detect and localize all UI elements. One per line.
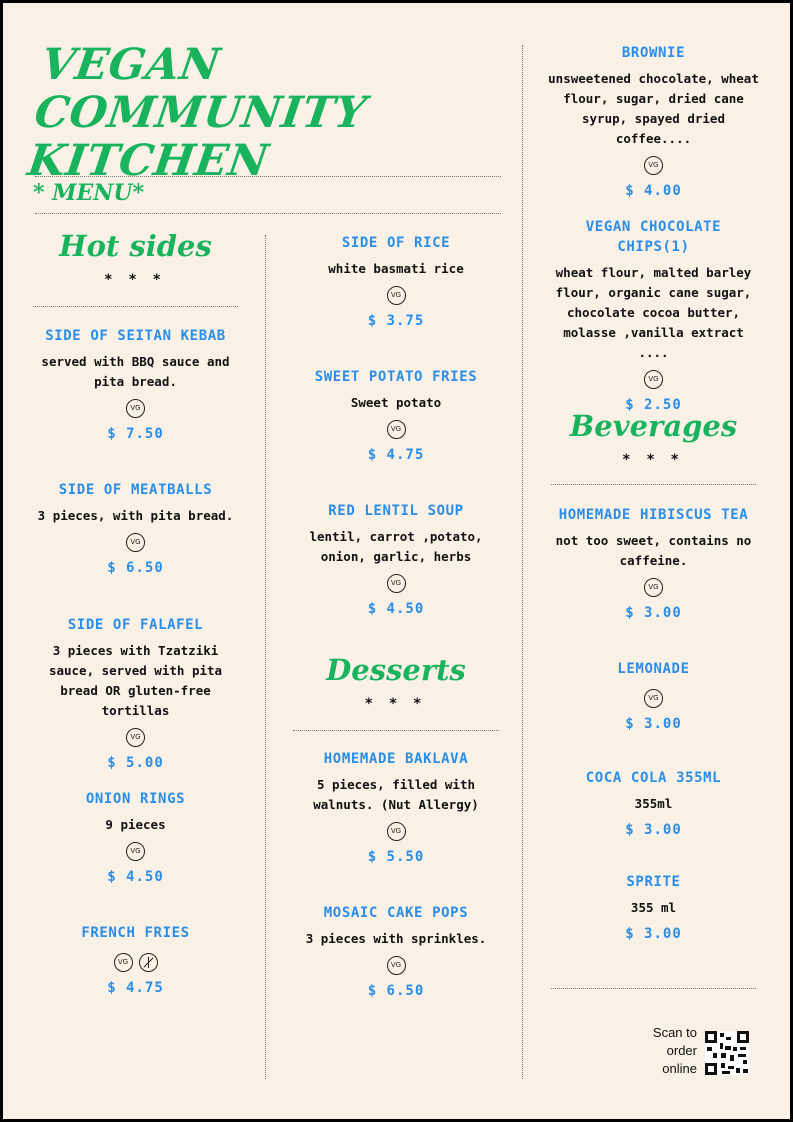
- item-name: SIDE OF RICE: [341, 235, 451, 251]
- item-name: ONION RINGS: [85, 791, 186, 807]
- menu-item: [551, 768, 756, 840]
- menu-item: [546, 43, 761, 201]
- item-price: $ 4.00: [625, 183, 682, 199]
- item-name: SWEET POTATO FRIES: [314, 369, 478, 385]
- item-description: 355 ml: [630, 900, 677, 915]
- section-heading: Desserts: [326, 653, 466, 687]
- item-price: $ 3.00: [625, 926, 682, 942]
- divider: [33, 306, 238, 307]
- section-stars: * * *: [365, 696, 427, 712]
- column-divider: [522, 45, 523, 1079]
- qr-code-icon[interactable]: [705, 1031, 749, 1075]
- item-description: 5 pieces, filled with walnuts. (Nut Allergy): [313, 777, 479, 812]
- vegan-icon: VG: [387, 420, 406, 439]
- item-description: served with BBQ sauce and pita bread.: [41, 354, 230, 389]
- menu-item: [33, 923, 238, 998]
- divider: [35, 213, 501, 214]
- item-price: $ 4.75: [107, 980, 164, 996]
- divider: [293, 730, 499, 731]
- item-price: $ 7.50: [107, 426, 164, 442]
- vegan-icon: VG: [387, 574, 406, 593]
- menu-item: [293, 749, 499, 867]
- vegan-icon: VG: [644, 689, 663, 708]
- item-description: 9 pieces: [105, 817, 166, 832]
- vegan-icon: VG: [126, 728, 145, 747]
- item-price: $ 3.75: [367, 313, 425, 329]
- item-price: $ 5.00: [107, 755, 164, 771]
- menu-item: [551, 872, 756, 944]
- item-name: FRENCH FRIES: [81, 925, 190, 941]
- item-price: $ 6.50: [367, 983, 425, 999]
- menu-item: [551, 505, 756, 623]
- item-name: VEGAN CHOCOLATE CHIPS(1): [585, 219, 722, 255]
- menu-item: [551, 659, 756, 734]
- section-heading: Beverages: [569, 409, 738, 443]
- item-name: LEMONADE: [617, 661, 690, 677]
- item-name: SIDE OF SEITAN KEBAB: [45, 328, 226, 344]
- divider: [551, 988, 756, 989]
- menu-item: [33, 789, 238, 887]
- menu-item: [293, 233, 499, 331]
- item-name: MOSAIC CAKE POPS: [323, 905, 469, 921]
- item-price: $ 4.50: [107, 869, 164, 885]
- scan-to-order-text: Scan to order online: [652, 1025, 697, 1076]
- vegan-icon: VG: [387, 286, 406, 305]
- item-name: SIDE OF FALAFEL: [67, 617, 204, 633]
- divider: [35, 176, 501, 177]
- item-description: not too sweet, contains no caffeine.: [555, 533, 752, 568]
- vegan-icon: VG: [644, 370, 663, 389]
- menu-label: * MENU*: [33, 180, 145, 206]
- item-price: $ 3.00: [625, 605, 682, 621]
- item-description: Sweet potato: [350, 395, 442, 410]
- item-name: SPRITE: [626, 874, 681, 890]
- item-name: HOMEMADE BAKLAVA: [323, 751, 469, 767]
- item-price: $ 5.50: [367, 849, 425, 865]
- item-price: $ 6.50: [107, 560, 164, 576]
- vegan-icon: VG: [114, 953, 133, 972]
- menu-item: [293, 903, 499, 1001]
- menu-item: [33, 615, 238, 773]
- item-description: wheat flour, malted barley flour, organic cane sugar, chocolate cocoa butter, molasse ,vanilla extract ....: [555, 265, 752, 360]
- gluten-free-icon: [139, 953, 158, 972]
- item-description: 3 pieces with sprinkles.: [305, 931, 487, 946]
- vegan-icon: VG: [126, 842, 145, 861]
- beverages-section: [551, 407, 756, 469]
- vegan-icon: VG: [644, 156, 663, 175]
- item-price: $ 3.00: [625, 822, 682, 838]
- item-name: BROWNIE: [621, 45, 686, 61]
- menu-item: [33, 480, 238, 578]
- hot-sides-section: [33, 227, 238, 289]
- menu-item: [33, 326, 238, 444]
- divider: [551, 484, 756, 485]
- restaurant-title: VEGAN COMMUNITY KITCHEN: [24, 40, 370, 186]
- item-description: lentil, carrot ,potato, onion, garlic, herbs: [309, 529, 483, 564]
- item-price: $ 2.50: [625, 397, 682, 413]
- item-description: 3 pieces with Tzatziki sauce, served with pita bread OR gluten-free tortillas: [48, 643, 223, 718]
- item-price: $ 4.50: [367, 601, 425, 617]
- column-divider: [265, 235, 266, 1079]
- item-description: white basmati rice: [328, 261, 464, 276]
- item-name: COCA COLA 355ML: [585, 770, 722, 786]
- item-description: 355ml: [634, 796, 673, 811]
- section-stars: * * *: [622, 452, 685, 468]
- menu-item: [293, 501, 499, 619]
- section-heading: Hot sides: [59, 229, 212, 263]
- section-stars: * * *: [104, 272, 167, 288]
- vegan-icon: VG: [126, 399, 145, 418]
- item-price: $ 3.00: [625, 716, 682, 732]
- desserts-section: [293, 651, 499, 713]
- vegan-icon: VG: [387, 822, 406, 841]
- item-name: HOMEMADE HIBISCUS TEA: [558, 507, 749, 523]
- vegan-icon: VG: [644, 578, 663, 597]
- item-name: RED LENTIL SOUP: [328, 503, 464, 519]
- item-description: 3 pieces, with pita bread.: [37, 508, 234, 523]
- item-price: $ 4.75: [367, 447, 425, 463]
- menu-page: [3, 3, 790, 1119]
- item-description: unsweetened chocolate, wheat flour, sugar, dried cane syrup, spayed dried coffee....: [548, 71, 759, 146]
- vegan-icon: VG: [126, 533, 145, 552]
- item-name: SIDE OF MEATBALLS: [58, 482, 213, 498]
- menu-item: [293, 367, 499, 465]
- menu-item: [546, 217, 761, 415]
- vegan-icon: VG: [387, 956, 406, 975]
